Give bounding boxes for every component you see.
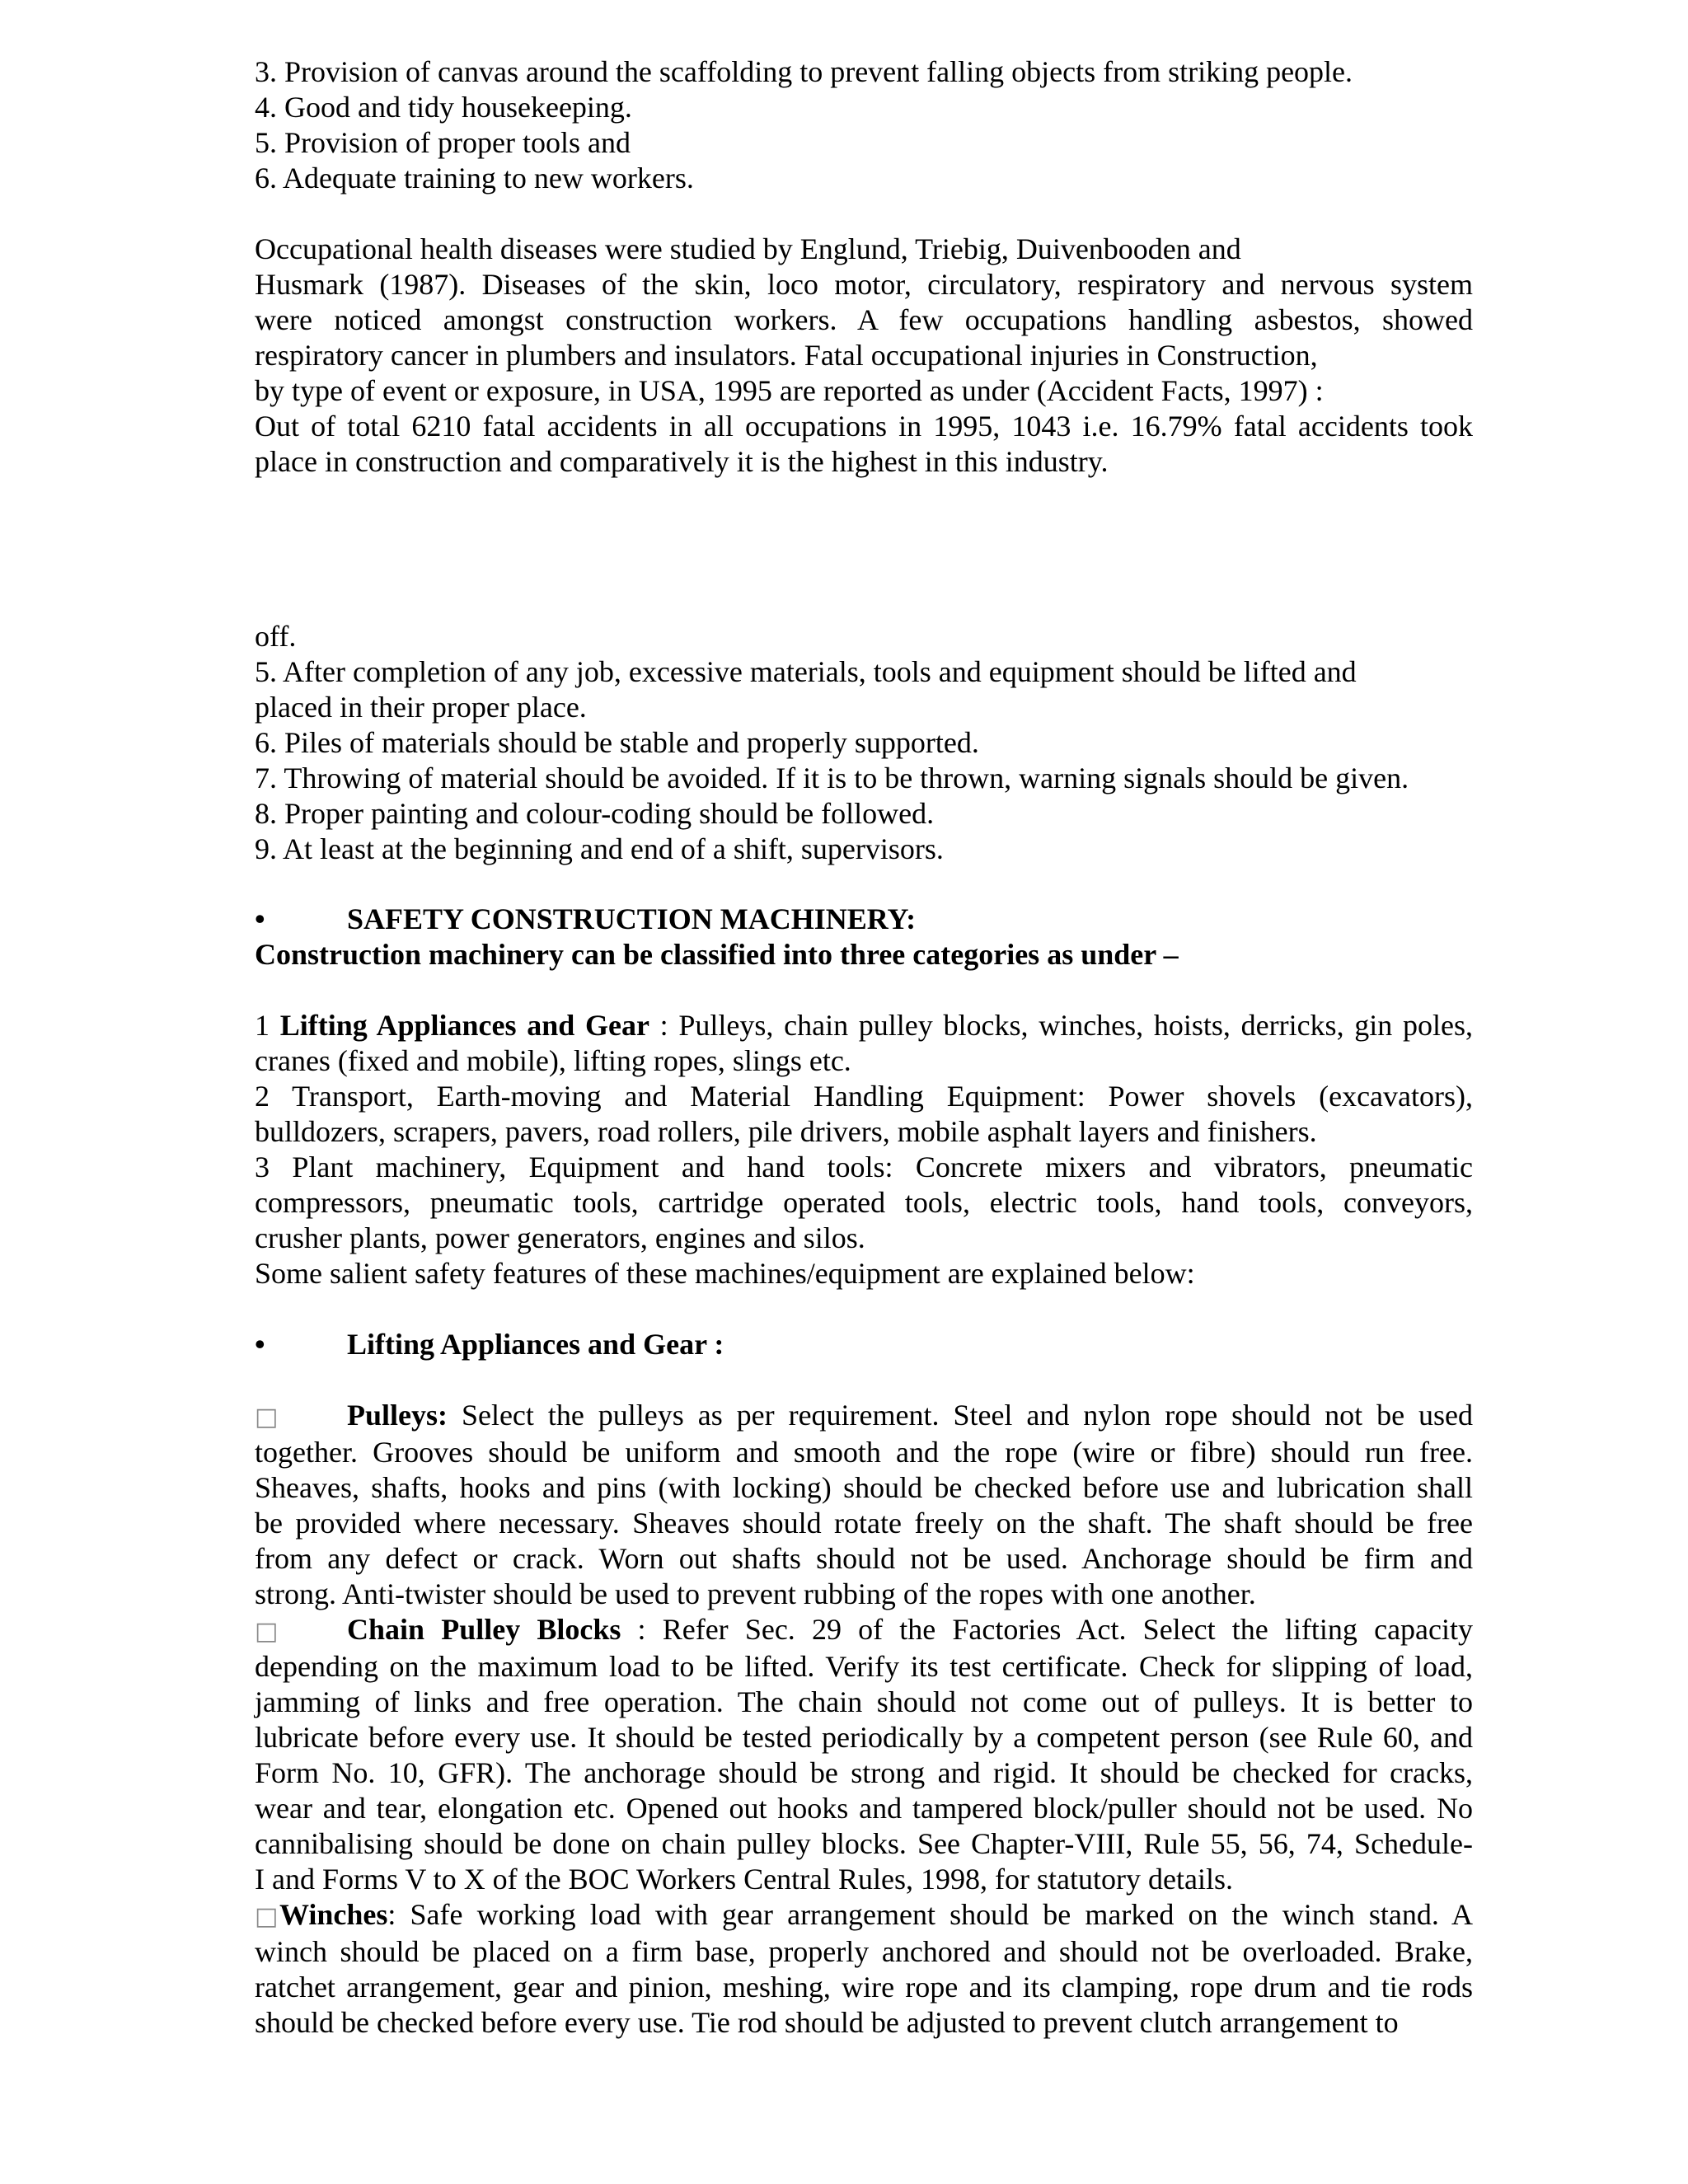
chain-pulley-line: wear and tear, elongation etc. Opened out hooks and tampered block/puller should not be used. No (255, 1792, 1473, 1825)
list-item: 5. Provision of proper tools and (255, 126, 631, 159)
paragraph-line: respiratory cancer in plumbers and insulators. Fatal occupational injuries in Construction, (255, 339, 1318, 372)
machinery-categories (255, 1008, 1473, 1291)
winches-line: should be checked before every use. Tie rod should be adjusted to prevent clutch arrangement to (255, 2006, 1399, 2039)
list-item: 7. Throwing of material should be avoided. If it is to be thrown, warning signals should be given. (255, 762, 1409, 794)
category-item-3-line: crusher plants, power generators, engines and silos. (255, 1221, 865, 1254)
category-text: : Pulleys, chain pulley blocks, winches, hoists, derricks, gin poles, (649, 1009, 1473, 1042)
category-item-3-line: 3 Plant machinery, Equipment and hand tools: Concrete mixers and vibrators, pneumatic (255, 1151, 1473, 1183)
categories-closing: Some salient safety features of these machines/equipment are explained below: (255, 1257, 1195, 1290)
list-item: 6. Adequate training to new workers. (255, 162, 694, 194)
list-item: 6. Piles of materials should be stable and properly supported. (255, 726, 979, 759)
pulleys-text: Select the pulleys as per requirement. Steel and nylon rope should not be used (448, 1399, 1473, 1432)
paragraph-line: Husmark (1987). Diseases of the skin, loco motor, circulatory, respiratory and nervous system (255, 268, 1473, 301)
section-heading (255, 1327, 1473, 1362)
list-item: 4. Good and tidy housekeeping. (255, 91, 632, 124)
category-item-1-line: cranes (fixed and mobile), lifting ropes, slings etc. (255, 1044, 851, 1077)
list-item: 9. At least at the beginning and end of a shift, supervisors. (255, 832, 944, 865)
chain-pulley-line (255, 1612, 1473, 1649)
bullet-icon: • (255, 902, 265, 935)
pulleys-line: together. Grooves should be uniform and smooth and the rope (wire or fibre) should run free. (255, 1436, 1473, 1469)
section-heading-text: SAFETY CONSTRUCTION MACHINERY: (347, 902, 917, 935)
checkbox-square-icon: □ (255, 1617, 279, 1646)
winches-line (255, 1897, 1473, 1934)
winches-text: : Safe working load with gear arrangement should be marked on the winch stand. A (387, 1898, 1473, 1931)
chain-pulley-text: : Refer Sec. 29 of the Factories Act. Select the lifting capacity (621, 1613, 1474, 1646)
chain-pulley-title: Chain Pulley Blocks (347, 1613, 621, 1646)
paragraph-line: Out of total 6210 fatal accidents in all occupations in 1995, 1043 i.e. 16.79% fatal accidents took (255, 410, 1473, 443)
chain-pulley-line: lubricate before every use. It should be tested periodically by a competent person (see Rule 60, and (255, 1721, 1473, 1754)
paragraph-line: place in construction and comparatively it is the highest in this industry. (255, 445, 1109, 478)
chain-pulley-line: jamming of links and free operation. The chain should not come out of pulleys. It is better to (255, 1685, 1473, 1718)
bullet-icon: • (255, 1328, 265, 1361)
list-item: off. (255, 620, 297, 653)
lifting-details (255, 1398, 1473, 2041)
winches-line: ratchet arrangement, gear and pinion, meshing, wire rope and its clamping, rope drum and tie rods (255, 1971, 1473, 2004)
list-item: placed in their proper place. (255, 691, 587, 724)
section-heading (255, 902, 1473, 937)
winches-title: Winches (279, 1898, 388, 1931)
checkbox-square-icon: □ (255, 1403, 279, 1432)
list-item: 5. After completion of any job, excessive materials, tools and equipment should be lifted and (255, 655, 1357, 688)
list-item: 3. Provision of canvas around the scaffolding to prevent falling objects from striking people. (255, 55, 1353, 88)
pulleys-line: be provided where necessary. Sheaves should rotate freely on the shaft. The shaft should be free (255, 1507, 1473, 1540)
machinery-section (255, 902, 1473, 972)
top-numbered-list (255, 54, 1473, 196)
winches-line: winch should be placed on a firm base, properly anchored and should not be overloaded. Brake, (255, 1935, 1473, 1968)
category-number: 1 (255, 1009, 280, 1042)
section-heading-text: Lifting Appliances and Gear : (347, 1328, 724, 1361)
pulleys-line: strong. Anti-twister should be used to prevent rubbing of the ropes with one another. (255, 1577, 1256, 1610)
category-item-3-line: compressors, pneumatic tools, cartridge operated tools, electric tools, hand tools, conveyors, (255, 1186, 1473, 1219)
pulleys-line (255, 1398, 1473, 1435)
chain-pulley-line: depending on the maximum load to be lifted. Verify its test certificate. Check for slipping of load, (255, 1650, 1473, 1683)
pulleys-line: Sheaves, shafts, hooks and pins (with locking) should be checked before use and lubrication shall (255, 1471, 1473, 1504)
category-title: Lifting Appliances and Gear (279, 1009, 649, 1042)
chain-pulley-line: I and Forms V to X of the BOC Workers Central Rules, 1998, for statutory details. (255, 1863, 1233, 1896)
category-item-2-line: bulldozers, scrapers, pavers, road rollers, pile drivers, mobile asphalt layers and finishers. (255, 1115, 1317, 1148)
section-subheading: Construction machinery can be classified into three categories as under – (255, 938, 1179, 971)
category-item-2-line: 2 Transport, Earth-moving and Material Handling Equipment: Power shovels (excavators), (255, 1080, 1473, 1113)
occupational-health-paragraph (255, 232, 1473, 480)
paragraph-line: by type of event or exposure, in USA, 1995 are reported as under (Accident Facts, 1997) : (255, 374, 1324, 407)
checkbox-square-icon: □ (255, 1902, 279, 1931)
paragraph-line: Occupational health diseases were studied by Englund, Triebig, Duivenbooden and (255, 232, 1241, 265)
list-item: 8. Proper painting and colour-coding should be followed. (255, 797, 935, 830)
middle-numbered-list (255, 619, 1473, 867)
chain-pulley-line: cannibalising should be done on chain pulley blocks. See Chapter-VIII, Rule 55, 56, 74, Schedule- (255, 1827, 1473, 1860)
category-item-1-line (255, 1008, 1473, 1043)
lifting-section (255, 1327, 1473, 1362)
pulleys-line: from any defect or crack. Worn out shafts should not be used. Anchorage should be firm and (255, 1542, 1473, 1575)
pulleys-title: Pulleys: (347, 1399, 448, 1432)
paragraph-line: were noticed amongst construction workers. A few occupations handling asbestos, showed (255, 303, 1473, 336)
chain-pulley-line: Form No. 10, GFR). The anchorage should be strong and rigid. It should be checked for cracks, (255, 1756, 1473, 1789)
